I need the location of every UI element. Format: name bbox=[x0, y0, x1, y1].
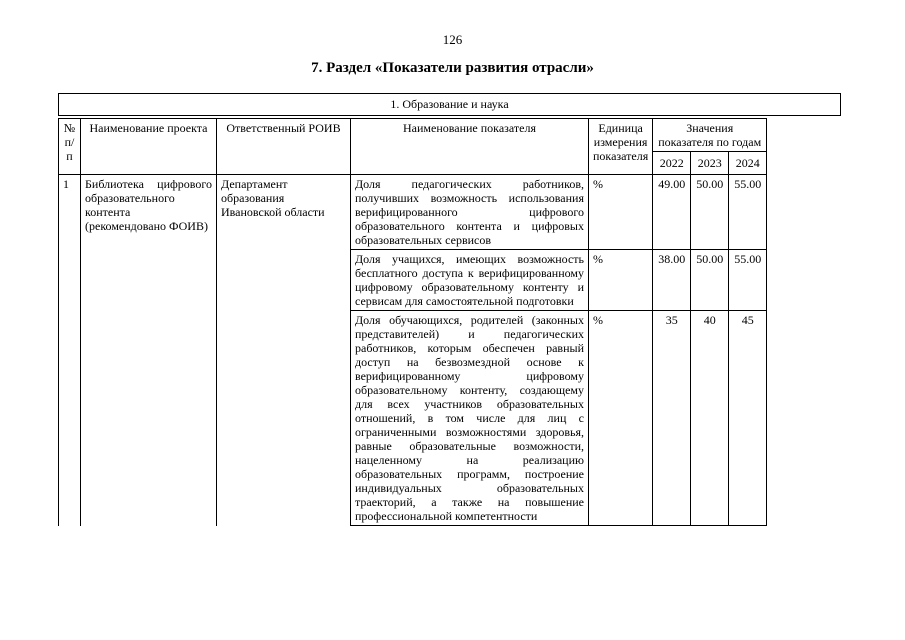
section-title: 7. Раздел «Показатели развития отрасли» bbox=[311, 60, 594, 76]
indicator-name: Доля учащихся, имеющих возможность бесплатного доступа к верифицированному цифровому образовательному контенту и сервисам для самостоятельной подготовки bbox=[351, 250, 589, 311]
responsible-roiv: Департамент образования Ивановской области bbox=[217, 175, 351, 526]
value-2024: 45 bbox=[729, 311, 767, 526]
row-number: 1 bbox=[59, 175, 81, 526]
header-year: 2024 bbox=[729, 152, 767, 175]
value-2022: 49.00 bbox=[653, 175, 691, 250]
value-2024: 55.00 bbox=[729, 175, 767, 250]
value-2022: 35 bbox=[653, 311, 691, 526]
indicator-unit: % bbox=[589, 175, 653, 250]
header-values: Значения показателя по годам bbox=[653, 119, 767, 152]
value-2023: 50.00 bbox=[691, 250, 729, 311]
header-num: № п/п bbox=[59, 119, 81, 175]
indicator-name: Доля обучающихся, родителей (законных представителей) и педагогических работников, которым обеспечен равный доступ на безвозмездной основе к верифицированному цифровому образовательному контенту, создающему для всех участников образовательных отношений, в том числе для лиц с ограниченными возможностями здоровья, равные образовательные возможности, нацеленному на реализацию образовательных программ, построение индивидуальных образовательных траекторий, а также на повышение профессиональной компетентности bbox=[351, 311, 589, 526]
header-unit: Единица измерения показателя bbox=[589, 119, 653, 175]
value-2023: 40 bbox=[691, 311, 729, 526]
subsection-heading: 1. Образование и наука bbox=[58, 93, 841, 116]
indicators-table bbox=[58, 118, 767, 526]
header-year: 2022 bbox=[653, 152, 691, 175]
header-roiv: Ответственный РОИВ bbox=[217, 119, 351, 175]
value-2024: 55.00 bbox=[729, 250, 767, 311]
page-number: 126 bbox=[442, 32, 463, 47]
header-project: Наименование проекта bbox=[81, 119, 217, 175]
value-2022: 38.00 bbox=[653, 250, 691, 311]
indicator-unit: % bbox=[589, 311, 653, 526]
header-year: 2023 bbox=[691, 152, 729, 175]
table-row bbox=[59, 175, 767, 250]
indicator-unit: % bbox=[589, 250, 653, 311]
header-indicator: Наименование показателя bbox=[351, 119, 589, 175]
value-2023: 50.00 bbox=[691, 175, 729, 250]
project-name: Библиотека цифрового образовательного контента (рекомендовано ФОИВ) bbox=[81, 175, 217, 526]
indicator-name: Доля педагогических работников, получивших возможность использования верифицированного цифрового образовательного контента и цифровых образовательных сервисов bbox=[351, 175, 589, 250]
